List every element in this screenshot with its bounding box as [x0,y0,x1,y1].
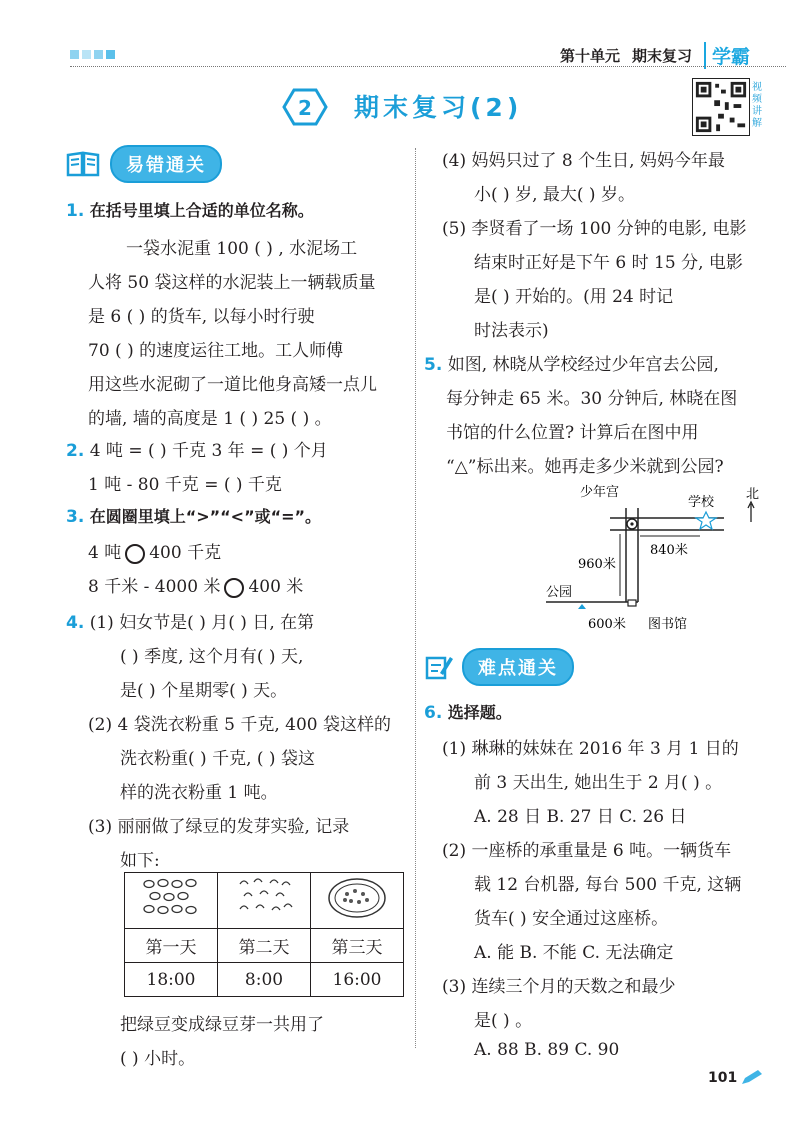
q6-line: (3) 连续三个月的天数之和最少 [442,977,676,997]
distance-600: 600米 [588,617,626,632]
header-decoration [70,50,79,59]
question-number: 5. [424,355,443,375]
distance-840: 840米 [650,543,688,558]
distance-960: 960米 [578,557,616,572]
q1-line: 一袋水泥重 100 ( ) , 水泥场工 [126,239,358,259]
brand-logo: 学霸 [704,42,750,69]
sprouts-plate-illustration [311,873,404,929]
q4-line: 把绿豆变成绿豆芽一共用了 [120,1015,324,1035]
q6-line: (1) 琳琳的妹妹在 2016 年 3 月 1 日的 [442,739,739,759]
q4-line: ( ) 季度, 这个月有( ) 天, [120,647,304,667]
q1-line: 用这些水泥砌了一道比他身高矮一点儿 [88,375,377,395]
question-4-line: 4. (1) 妇女节是( ) 月( ) 日, 在第 [66,613,315,633]
q4-line: (4) 妈妈只过了 8 个生日, 妈妈今年最 [442,151,725,171]
q5-line: “△”标出来。她再走多少米就到公园? [446,457,724,477]
time-cell: 16:00 [311,963,404,997]
time-cell: 18:00 [125,963,218,997]
q6-line: 前 3 天出生, 她出生于 2 月( ) 。 [474,773,723,793]
q4-line: (2) 4 袋洗衣粉重 5 千克, 400 袋这样的 [88,715,391,735]
day-label: 第二天 [218,929,311,963]
q1-line: 的墙, 墙的高度是 1 ( ) 25 ( ) 。 [88,409,332,429]
page-title: 期末复习(2) [354,93,523,122]
day-label: 第三天 [311,929,404,963]
map-label-youth-palace: 少年宫 [580,485,620,500]
question-3-prompt: 3. 在圆圈里填上“>”“<”或“=”。 [66,507,322,527]
q6-line: (2) 一座桥的承重量是 6 吨。一辆货车 [442,841,732,861]
q6-line: 是( ) 。 [474,1011,533,1031]
question-number: 3. [66,507,85,527]
day-label: 第一天 [125,929,218,963]
q4-line: 如下: [120,851,160,871]
q4-line: 结束时正好是下午 6 时 15 分, 电影 [474,253,743,273]
question-number: 2. [66,441,85,461]
pencil-note-icon [424,653,454,681]
q4-line: 样的洗衣粉重 1 吨。 [120,783,278,803]
answer-circle[interactable] [224,578,244,598]
header-decoration [82,50,91,59]
question-number: 1. [66,201,85,221]
q4-line: 是( ) 开始的。(用 24 时记 [474,287,674,307]
beans-illustration [125,873,218,929]
map-label-park: 公园 [546,585,573,600]
lesson-number-badge [276,86,334,128]
qr-code-icon[interactable] [692,78,750,136]
q4-line: 是( ) 个星期零( ) 天。 [120,681,288,701]
question-number: 6. [424,703,443,723]
pencil-icon [740,1068,764,1086]
comparison-row: 4 吨 400 千克 [88,543,222,563]
question-number: 4. [66,613,85,633]
q4-line: 小( ) 岁, 最大( ) 岁。 [474,185,635,205]
column-divider [415,148,416,1048]
question-1-prompt [66,198,314,221]
header-decoration [106,50,115,59]
q1-line: 70 ( ) 的速度运往工地。工人师傅 [88,341,344,361]
section-banner-hard-points [424,648,574,686]
prompt-text: 在括号里填上合适的单位名称。 [89,201,314,220]
page-number: 101 [708,1070,738,1086]
q5-line: 书馆的什么位置? 计算后在图中用 [446,423,699,443]
q6-options: A. 能 B. 不能 C. 无法确定 [474,943,674,963]
map-label-north: 北 [746,487,760,502]
q4-line: 洗衣粉重( ) 千克, ( ) 袋这 [120,749,315,769]
school-star-icon [696,512,716,529]
lesson-number: 2 [298,96,312,120]
section-banner-easy-mistakes [66,145,222,183]
q1-line: 是 6 ( ) 的货车, 以每小时行驶 [88,307,315,327]
page-header [560,42,750,69]
qr-caption: 视频讲解 [752,82,762,129]
map-label-school: 学校 [688,495,715,510]
sprout-table [124,872,404,997]
q6-options: A. 28 日 B. 27 日 C. 26 日 [474,807,687,827]
question-2-line: 1 吨 - 80 千克 = ( ) 千克 [88,475,282,495]
book-icon [66,149,102,179]
question-6-prompt: 6. 选择题。 [424,703,512,723]
route-map [540,478,780,638]
header-decoration [94,50,103,59]
q6-line: 货车( ) 安全通过这座桥。 [474,909,669,929]
header-rule [70,66,786,67]
question-5-line: 5. 如图, 林晓从学校经过少年宫去公园, [424,355,719,375]
q6-options: A. 88 B. 89 C. 90 [474,1040,620,1060]
q5-line: 每分钟走 65 米。30 分钟后, 林晓在图 [446,389,738,409]
unit-label: 第十单元 [559,47,620,65]
comparison-row: 8 千米 - 4000 米 400 米 [88,577,304,597]
section-title: 难点通关 [462,648,574,686]
q4-line: 时法表示) [474,321,549,341]
map-label-library: 图书馆 [648,617,688,632]
q4-line: ( ) 小时。 [120,1049,196,1069]
section-title: 易错通关 [110,145,222,183]
time-cell: 8:00 [218,963,311,997]
library-marker [628,600,636,606]
q4-line: (3) 丽丽做了绿豆的发芽实验, 记录 [88,817,350,837]
q1-line: 人将 50 袋这样的水泥装上一辆载质量 [88,273,376,293]
answer-circle[interactable] [125,544,145,564]
q4-line: (5) 李贤看了一场 100 分钟的电影, 电影 [442,219,747,239]
question-2-line: 2. 4 吨 = ( ) 千克 3 年 = ( ) 个月 [66,441,328,461]
sprouting-beans-illustration [218,873,311,929]
section-label: 期末复习 [631,47,692,65]
q6-line: 载 12 台机器, 每台 500 千克, 这辆 [474,875,742,895]
park-triangle-icon [578,604,586,609]
